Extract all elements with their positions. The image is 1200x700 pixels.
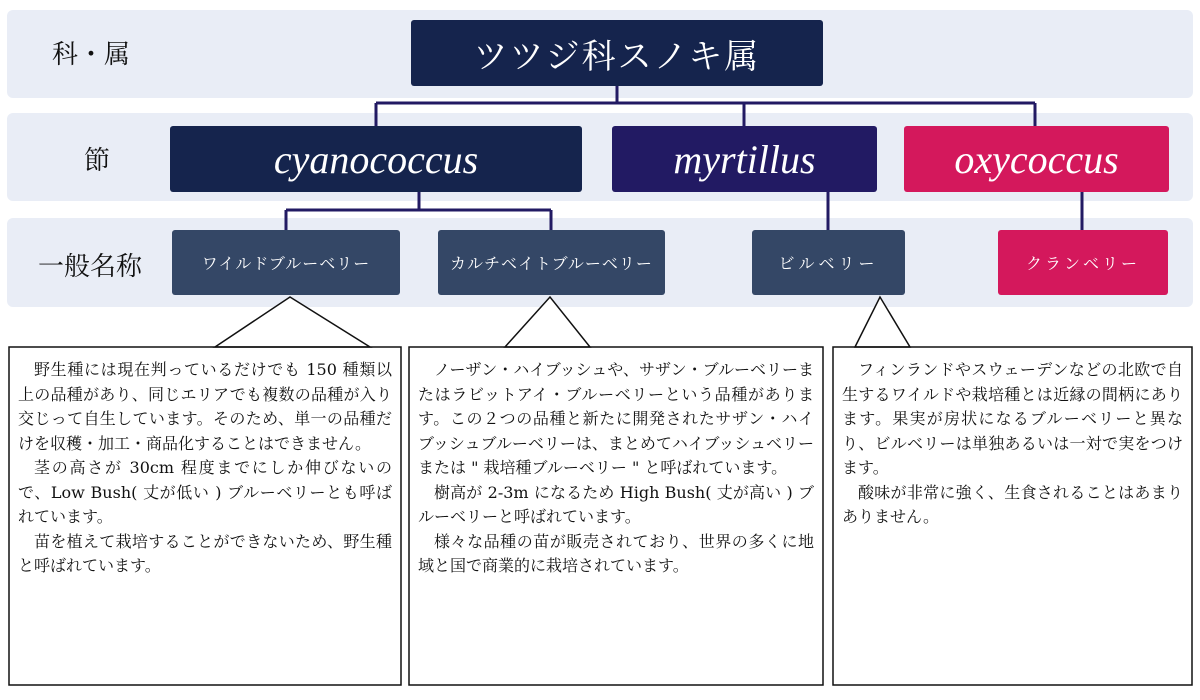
description-wild-paragraph-3: 苗を植えて栽培することができないため、野生種と呼ばれています。 [18, 531, 392, 575]
section-box-cyanococcus: cyanococcus [170, 126, 582, 192]
genus-box: ツツジ科スノキ属 [411, 20, 823, 86]
description-bilberry-paragraph-1: フィンランドやスウェーデンなどの北欧で自生するワイルドや栽培種とは近縁の間柄にあります。果実が房状になるブルーベリーと異なり、ビルベリーは単独あるいは一対で実をつけます。 [842, 360, 1183, 477]
description-wild-paragraph-2: 茎の高さが 30cm 程度までにしか伸びないので、Low Bush( 丈が低い ) ブルーベリーとも呼ばれています。 [18, 458, 392, 526]
section-row-label: 節 [84, 146, 111, 176]
genus-row-label: 科・属 [52, 40, 131, 70]
common-name-box-wild-blueberry: ワイルドブルーベリー [172, 230, 400, 295]
description-cultivated-paragraph-2: 樹高が 2-3m になるため High Bush( 丈が高い ) ブルーベリーと呼ばれています。 [418, 482, 814, 526]
description-bilberry [834, 352, 1191, 682]
common-name-box-cranberry: クランベリー [998, 230, 1168, 295]
description-cultivated-paragraph-1: ノーザン・ハイブッシュや、サザン・ブルーベリーまたはラビットアイ・ブルーベリーという品種があります。この２つの品種と新たに開発されたサザン・ハイブッシュブルーベリーは、まとめてハイブッシュベリーまたは " 栽培種ブルーベリー " と呼ばれています。 [418, 360, 815, 477]
section-box-oxycoccus: oxycoccus [904, 126, 1169, 192]
description-cultivated-paragraph-3: 様々な品種の苗が販売されており、世界の多くに地域と国で商業的に栽培されています。 [418, 531, 814, 575]
common-name-box-cultivated-blueberry: カルチベイトブルーベリー [438, 230, 665, 295]
description-wild-paragraph-1: 野生種には現在判っているだけでも 150 種類以上の品種があり、同じエリアでも複数の品種が入り交じって自生しています。そのため、単一の品種だけを収穫・加工・商品化することはできません。 [18, 360, 392, 453]
description-wild-blueberry [10, 352, 400, 682]
description-bilberry-paragraph-2: 酸味が非常に強く、生食されることはあまりありません。 [842, 482, 1183, 526]
common-name-box-bilberry: ビルベリー [752, 230, 905, 295]
common-name-row-label: 一般名称 [38, 252, 143, 282]
section-box-myrtillus: myrtillus [612, 126, 877, 192]
description-cultivated-blueberry [410, 352, 822, 682]
